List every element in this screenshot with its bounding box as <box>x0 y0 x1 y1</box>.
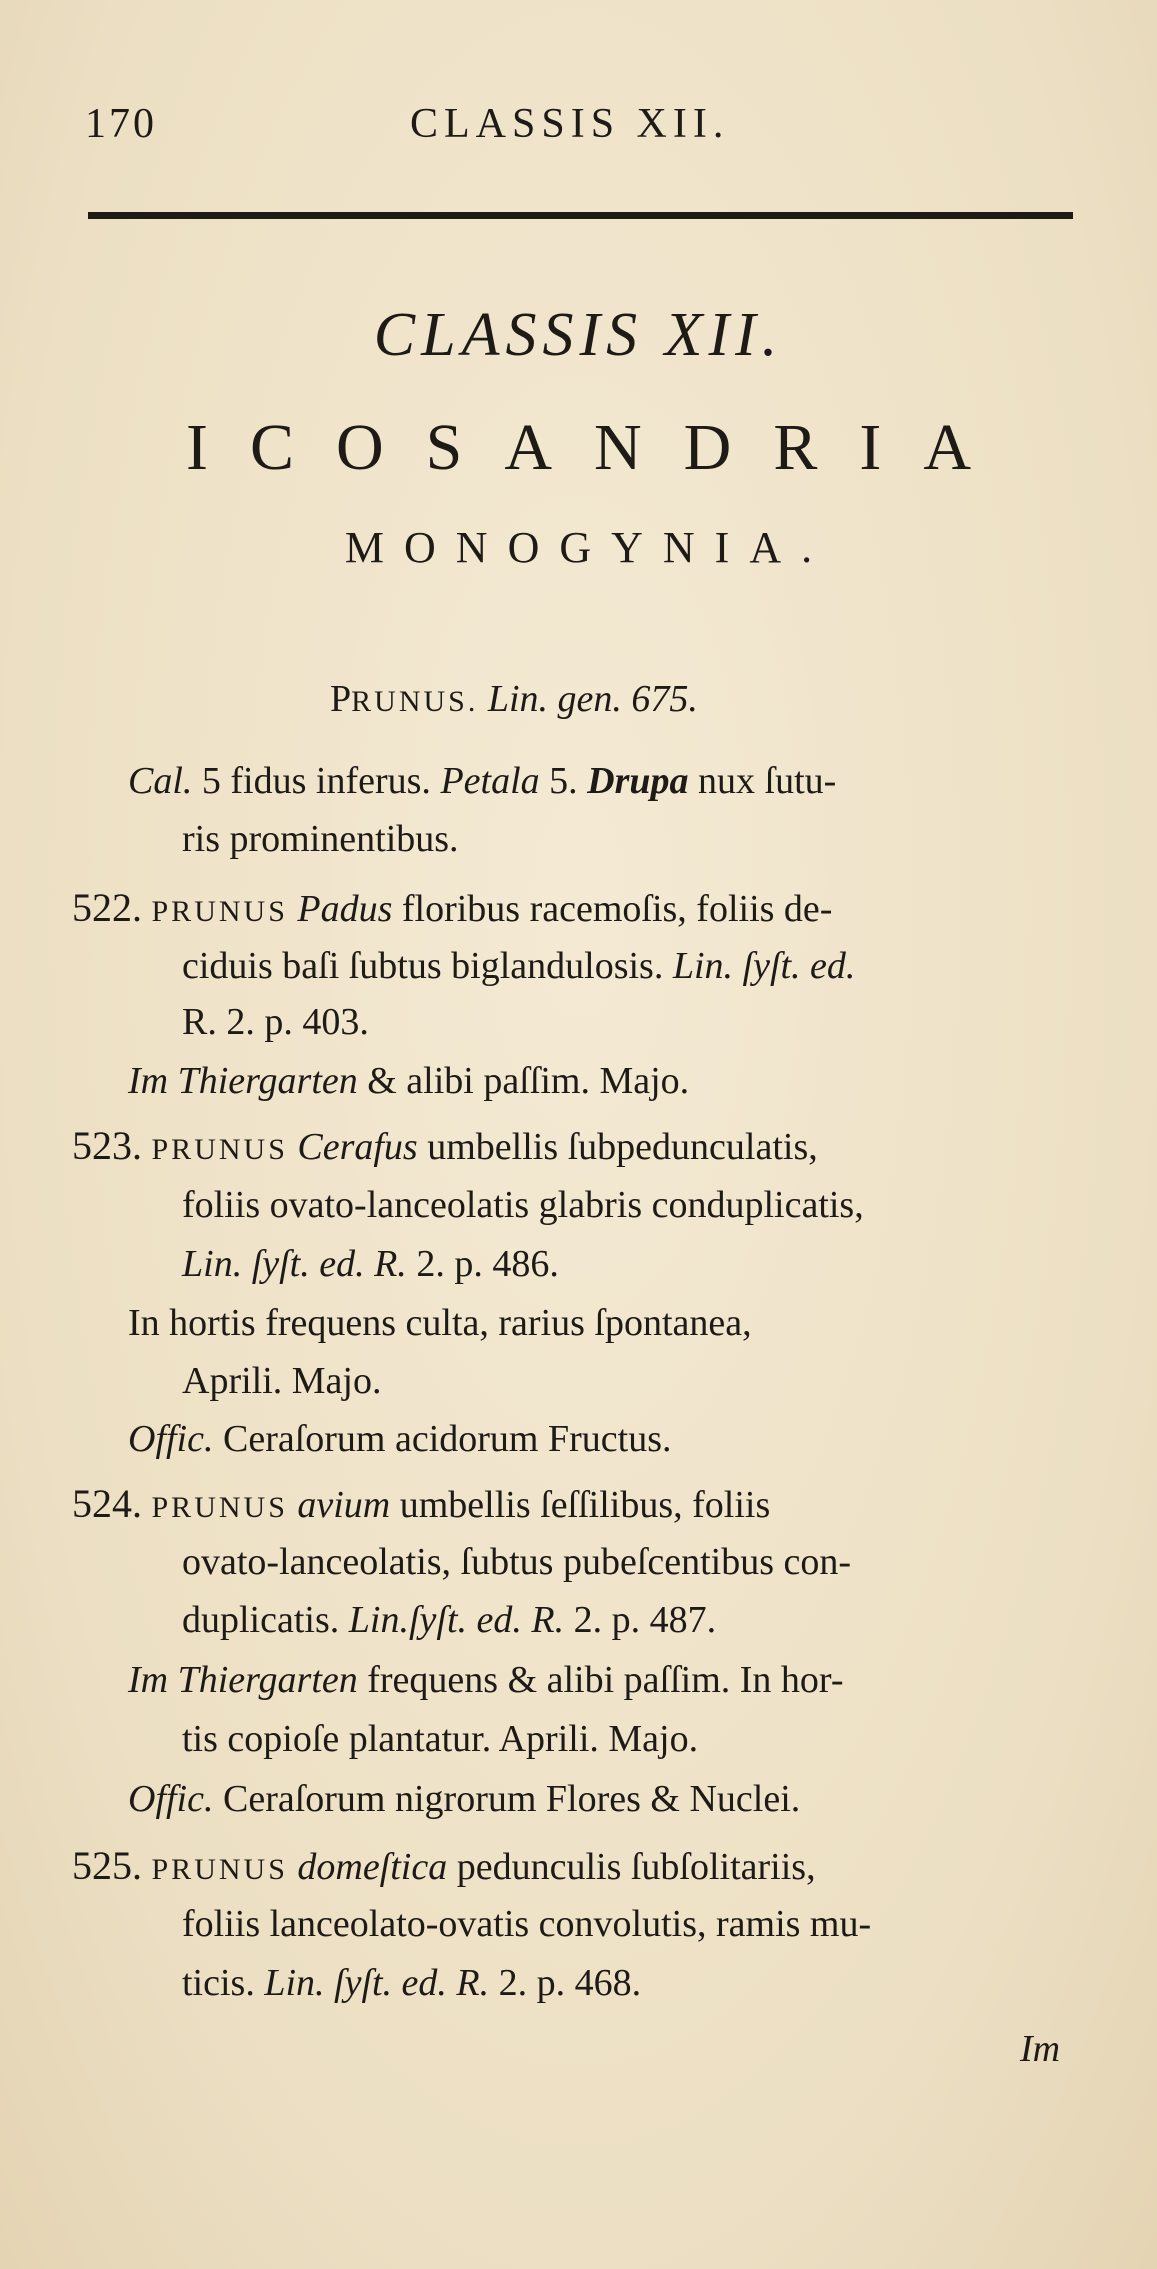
text-span: nux ſutu- <box>698 760 837 802</box>
species-entry-line <box>72 1843 816 1888</box>
species-entry-line <box>182 947 855 985</box>
species-number: 523. <box>72 1123 142 1168</box>
text-span: Offic. <box>128 1778 214 1820</box>
species-entry-line: foliis lanceolato-ovatis convolutis, ramis mu- <box>182 1903 872 1945</box>
text-span: frequens & alibi paſſim. In hor- <box>367 1659 844 1701</box>
text-span: Drupa <box>587 760 689 802</box>
text-span: Lin.ſyſt. ed. R. <box>348 1599 565 1641</box>
genus-name: PRUNUS <box>151 1133 288 1166</box>
species-entry-line: R. 2. p. 403. <box>182 1001 369 1043</box>
species-entry-line <box>182 1245 559 1283</box>
genus-name: PRUNUS <box>151 1853 288 1886</box>
text-span: & alibi paſſim. Majo. <box>367 1060 690 1102</box>
species-name: Cerafus <box>297 1126 418 1168</box>
species-entry-line <box>72 885 833 930</box>
text-span: Lin. ſyſt. ed. R. <box>264 1962 490 2004</box>
text-span: 5. <box>549 760 578 802</box>
text-span: Ceraſorum nigrorum Flores & Nuclei. <box>222 1778 801 1820</box>
text-span: pedunculis ſubſolitariis, <box>456 1846 816 1888</box>
running-title: CLASSIS XII. <box>410 101 730 147</box>
species-entry-line <box>72 1481 771 1526</box>
page-header <box>85 100 1072 160</box>
text-span: Lin. ſyſt. ed. R. <box>182 1243 407 1285</box>
text-span: Ceraſorum acidorum Fructus. <box>222 1418 672 1460</box>
species-name: Padus <box>297 888 393 930</box>
catchword: Im <box>1020 2028 1061 2070</box>
genus-initial: P <box>330 678 352 720</box>
text-span: 2. p. 468. <box>498 1962 642 2004</box>
species-number: 524. <box>72 1481 142 1526</box>
header-rule <box>88 212 1073 219</box>
officinal-line <box>128 1780 800 1818</box>
species-entry-line <box>72 1123 818 1168</box>
classis-title: CLASSIS XII. <box>373 301 784 369</box>
genus-name: RUNUS. <box>351 685 479 718</box>
species-number: 522. <box>72 885 142 930</box>
habitat-line <box>128 1062 689 1100</box>
text-span: duplicatis. <box>182 1599 340 1641</box>
text-span: Im Thiergarten <box>128 1060 358 1102</box>
genus-name: PRUNUS <box>151 895 288 928</box>
text-span: umbellis ſubpedunculatis, <box>427 1126 818 1168</box>
text-span: floribus racemoſis, foliis de- <box>401 888 833 930</box>
page-number: 170 <box>85 101 157 147</box>
genus-reference: Lin. gen. 675. <box>487 678 698 720</box>
habitat-line <box>128 1661 843 1699</box>
habitat-line: Aprili. Majo. <box>182 1360 382 1402</box>
class-name: ICOSANDRIA <box>185 411 1014 484</box>
text-span: Lin. ſyſt. ed. <box>672 945 856 987</box>
genus-name: PRUNUS <box>151 1491 288 1524</box>
habitat-line: In hortis frequens culta, rarius ſpontanea, <box>128 1302 752 1344</box>
species-entry-line <box>182 1964 641 2002</box>
order-name: MONOGYNIA. <box>344 523 833 572</box>
text-span: ticis. <box>182 1962 255 2004</box>
text-span: Im Thiergarten <box>128 1659 358 1701</box>
text-span: Petala <box>440 760 540 802</box>
text-span: Offic. <box>128 1418 214 1460</box>
genus-description-line: ris prominentibus. <box>182 818 459 860</box>
species-number: 525. <box>72 1843 142 1888</box>
text-span: 5 fidus inferus. <box>201 760 431 802</box>
text-span: ciduis baſi ſubtus biglandulosis. <box>182 945 664 987</box>
genus-heading <box>330 680 698 718</box>
officinal-line <box>128 1420 672 1458</box>
genus-description-line <box>128 762 836 800</box>
species-entry-line: foliis ovato-lanceolatis glabris conduplicatis, <box>182 1184 864 1226</box>
text-span: 2. p. 487. <box>573 1599 717 1641</box>
species-name: avium <box>297 1484 391 1526</box>
species-entry-line <box>182 1601 716 1639</box>
species-entry-line: ovato-lanceolatis, ſubtus pubeſcentibus con- <box>182 1541 852 1583</box>
text-span: Cal. <box>128 760 193 802</box>
text-span: umbellis ſeſſilibus, foliis <box>399 1484 771 1526</box>
species-name: domeſtica <box>297 1846 448 1888</box>
text-span: 2. p. 486. <box>416 1243 559 1285</box>
habitat-line: tis copioſe plantatur. Aprili. Majo. <box>182 1718 699 1760</box>
